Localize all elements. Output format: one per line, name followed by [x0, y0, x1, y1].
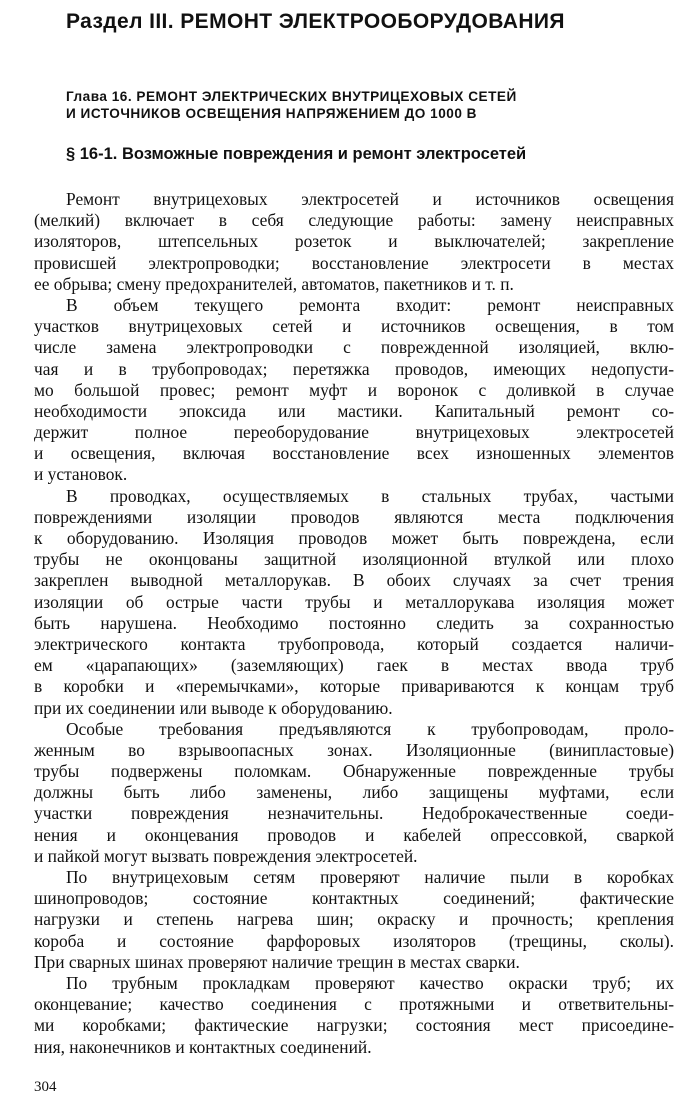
text-line: нения и оконцевания проводов и кабелей опрессовкой, сваркой: [34, 824, 674, 845]
text-line: мо большой провес; ремонт муфт и воронок с доливкой в случае: [34, 379, 674, 400]
text-line: трубы подвержены поломкам. Обнаруженные поврежденные трубы: [34, 761, 674, 782]
text-line: быть нарушена. Необходимо постоянно следить за сохранностью: [34, 612, 674, 633]
text-line: В проводках, осуществляемых в стальных трубах, частыми: [66, 485, 674, 506]
text-line: провисшей электропроводки; восстановление электросети в местах: [34, 252, 674, 273]
text-line: ми коробками; фактические нагрузки; состояния мест присоедине-: [34, 1015, 674, 1036]
text-line: чая и в трубопроводах; перетяжка проводов, имеющих недопусти-: [34, 358, 674, 379]
text-line: держит полное переоборудование внутрицеховых электросетей: [34, 422, 674, 443]
text-line: При сварных шинах проверяют наличие трещин в местах сварки.: [34, 951, 520, 972]
body-paragraph: [34, 719, 674, 867]
text-line: изоляции об острые части трубы и металлорукава изоляция может: [34, 591, 674, 612]
body-text: [34, 189, 674, 1058]
section-title: Раздел III. РЕМОНТ ЭЛЕКТРООБОРУДОВАНИЯ: [66, 10, 565, 33]
text-line: изоляторов, штепсельных розеток и выключателей; закрепление: [34, 231, 674, 252]
text-line: По внутрицеховым сетям проверяют наличие пыли в коробках: [66, 867, 674, 887]
text-line: нагрузки и степень нагрева шин; окраску и прочность; крепления: [34, 909, 674, 930]
body-paragraph: [34, 295, 674, 486]
text-line: и пайкой могут вызвать повреждения электросетей.: [34, 845, 418, 866]
text-line: В объем текущего ремонта входит: ремонт неисправных: [66, 294, 674, 315]
text-line: в коробки и «перемычками», которые привариваются к концам труб: [34, 676, 674, 697]
text-line: числе замена электропроводки с поврежденной изоляцией, вклю-: [34, 337, 674, 358]
text-line: и установок.: [34, 464, 128, 485]
text-line: повреждениями изоляции проводов являются места подключения: [34, 506, 674, 527]
page-number: 304: [34, 1079, 57, 1095]
text-line: оконцевание; качество соединения с протяжными и ответвительны-: [34, 994, 674, 1015]
text-line: По трубным прокладкам проверяют качество окраски труб; их: [66, 972, 674, 993]
text-line: ния, наконечников и контактных соединений.: [34, 1036, 372, 1057]
chapter-title-line: Глава 16. РЕМОНТ ЭЛЕКТРИЧЕСКИХ ВНУТРИЦЕХОВЫХ СЕТЕЙ: [66, 89, 517, 104]
body-paragraph: [34, 867, 674, 973]
body-paragraph: [34, 973, 674, 1058]
text-line: короба и состояние фарфоровых изоляторов (трещины, сколы).: [34, 930, 674, 951]
text-line: участки повреждения незначительны. Недоброкачественные соеди-: [34, 803, 674, 824]
text-line: при их соединении или выводе к оборудованию.: [34, 697, 393, 718]
text-line: (мелкий) включает в себя следующие работы: замену неисправных: [34, 210, 674, 231]
body-paragraph: [34, 486, 674, 719]
text-line: трубы не оконцованы защитной изоляционной втулкой или плохо: [34, 549, 674, 570]
text-line: женным во взрывоопасных зонах. Изоляционные (винипластовые): [34, 739, 674, 760]
text-line: ее обрыва; смену предохранителей, автоматов, пакетников и т. п.: [34, 273, 514, 294]
text-line: Особые требования предъявляются к трубопроводам, проло-: [66, 718, 674, 739]
text-line: необходимости эпоксида или мастики. Капитальный ремонт со-: [34, 400, 674, 421]
text-line: закреплен выводной металлорукав. В обоих случаях за счет трения: [34, 570, 674, 591]
text-line: электрического контакта трубопровода, который создается наличи-: [34, 633, 674, 654]
chapter-title-line: И ИСТОЧНИКОВ ОСВЕЩЕНИЯ НАПРЯЖЕНИЕМ ДО 1000 В: [66, 106, 477, 121]
text-line: Ремонт внутрицеховых электросетей и источников освещения: [66, 189, 674, 209]
text-line: должны быть либо заменены, либо защищены муфтами, если: [34, 782, 674, 803]
paragraph-title: § 16-1. Возможные повреждения и ремонт электросетей: [66, 145, 527, 163]
text-line: участков внутрицеховых сетей и источников освещения, в том: [34, 316, 674, 337]
body-paragraph: [34, 189, 674, 295]
text-line: к оборудованию. Изоляция проводов может быть повреждена, если: [34, 528, 674, 548]
text-line: шинопроводов; состояние контактных соединений; фактические: [34, 888, 674, 909]
text-line: ем «царапающих» (заземляющих) гаек в местах ввода труб: [34, 655, 674, 676]
chapter-title: [66, 88, 517, 122]
text-line: и освещения, включая восстановление всех изношенных элементов: [34, 443, 674, 464]
